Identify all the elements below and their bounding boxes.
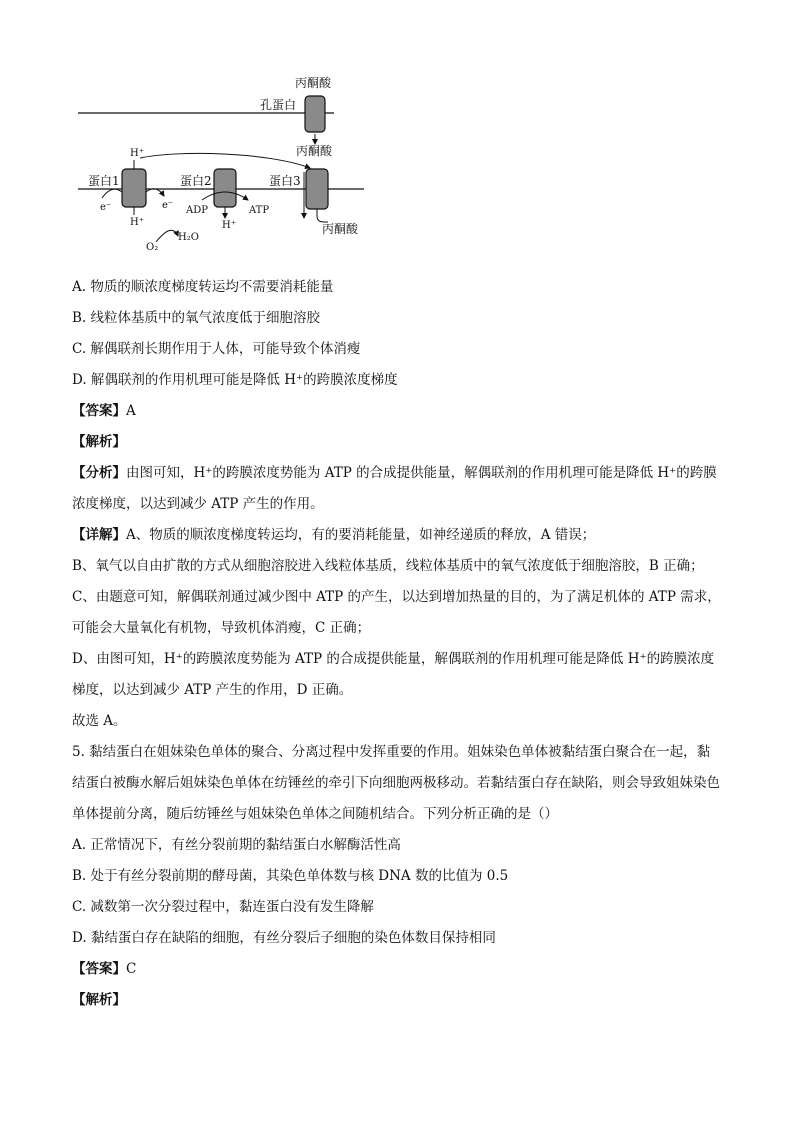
q5-option-b: B. 处于有丝分裂前期的酵母菌，其染色单体数与核 DNA 数的比值为 0.5 [72, 868, 509, 884]
q5-analysis-tag: 【解析】 [72, 992, 126, 1008]
label-atp: ATP [249, 205, 270, 216]
q4-xiangjie-a-text: A、物质的顺浓度梯度转运均，有的要消耗能量，如神经递质的释放，A 错误； [126, 527, 596, 543]
label-o2: O₂ [146, 242, 159, 253]
label-h-low2: H⁺ [222, 220, 236, 231]
q4-xiangjie-a [72, 520, 722, 551]
q5-option-d: D. 黏结蛋白存在缺陷的细胞，有丝分裂后子细胞的染色体数目保持相同 [72, 930, 496, 946]
label-electron-left: e⁻ [100, 202, 112, 213]
label-adp: ADP [186, 205, 208, 216]
pyruvate-out-path [317, 209, 328, 222]
q4-xiangjie-b: B、氧气以自由扩散的方式从细胞溶胶进入线粒体基质，线粒体基质中的氧气浓度低于细胞溶胶，B 正确； [72, 558, 704, 574]
q4-option-c: C. 解偶联剂长期作用于人体，可能导致个体消瘦 [72, 341, 361, 357]
label-pyruvate-top: 丙酮酸 [295, 76, 332, 90]
label-pore-protein: 孔蛋白 [260, 98, 297, 112]
label-h-top: H⁺ [130, 148, 144, 159]
mitochondria-diagram [78, 72, 378, 267]
pore-protein-shape [305, 96, 325, 132]
q4-option-b: B. 线粒体基质中的氧气浓度低于细胞溶胶 [72, 310, 321, 326]
q5-stem: 5. 黏结蛋白在姐妹染色单体的聚合、分离过程中发挥重要的作用。姐妹染色单体被黏结蛋白聚合在一起，黏结蛋白被酶水解后姐妹染色单体在纺锤丝的牵引下向细胞两极移动。若黏结蛋白存在缺陷，则会导致姐妹染色单体提前分离，随后纺锤丝与姐妹染色单体之间随机结合。下列分析正确的是（） [72, 744, 720, 822]
label-protein3: 蛋白3 [269, 174, 301, 188]
o2-h2o-arc [156, 230, 178, 242]
protein1-shape [122, 169, 146, 207]
q5-answer-tag: 【答案】 [72, 961, 126, 977]
q4-answer-tag: 【答案】 [72, 403, 126, 419]
q4-xiangjie-d: D、由图可知，H⁺的跨膜浓度势能为 ATP 的合成提供能量，解偶联剂的作用机理可能是降低 H⁺的跨膜浓度梯度，以达到减少 ATP 产生的作用，D 正确。 [72, 651, 715, 698]
q4-fenxi [72, 458, 722, 520]
h-flow-arc [140, 153, 310, 168]
protein2-shape [214, 169, 236, 207]
electron-arc-right [146, 189, 164, 196]
electron-arc-left [102, 189, 122, 198]
label-protein2: 蛋白2 [180, 174, 212, 188]
question-content [72, 272, 722, 1016]
q5-option-a: A. 正常情况下，有丝分裂前期的黏结蛋白水解酶活性高 [72, 837, 401, 853]
label-protein1: 蛋白1 [88, 174, 120, 188]
protein3-shape [306, 169, 328, 209]
q4-option-d: D. 解偶联剂的作用机理可能是降低 H⁺的跨膜浓度梯度 [72, 372, 398, 388]
label-h-low1: H⁺ [130, 217, 144, 228]
q4-answer-value: A [126, 403, 136, 419]
q4-xiangjie-tag: 【详解】 [72, 527, 126, 543]
q5-option-c: C. 减数第一次分裂过程中，黏连蛋白没有发生降解 [72, 899, 374, 915]
q4-conclusion: 故选 A。 [72, 713, 127, 729]
label-electron-right: e⁻ [162, 200, 174, 211]
diagram-graphic [78, 72, 378, 267]
q5-answer [72, 954, 722, 985]
q4-analysis-tag: 【解析】 [72, 434, 126, 450]
q4-fenxi-text: 由图可知，H⁺的跨膜浓度势能为 ATP 的合成提供能量，解偶联剂的作用机理可能是降低 H⁺的跨膜浓度梯度，以达到减少 ATP 产生的作用。 [72, 465, 717, 512]
q4-answer [72, 396, 722, 427]
label-h2o: H₂O [178, 232, 199, 243]
label-pyruvate-mid: 丙酮酸 [296, 144, 333, 158]
q4-fenxi-tag: 【分析】 [72, 465, 126, 481]
q5-answer-value: C [126, 961, 137, 977]
q4-option-a: A. 物质的顺浓度梯度转运均不需要消耗能量 [72, 279, 334, 295]
label-pyruvate-bottom: 丙酮酸 [322, 222, 359, 236]
q4-xiangjie-c: C、由题意可知，解偶联剂通过减少图中 ATP 的产生，以达到增加热量的目的，为了满足机体的 ATP 需求，可能会大量氧化有机物，导致机体消瘦，C 正确； [72, 589, 721, 636]
